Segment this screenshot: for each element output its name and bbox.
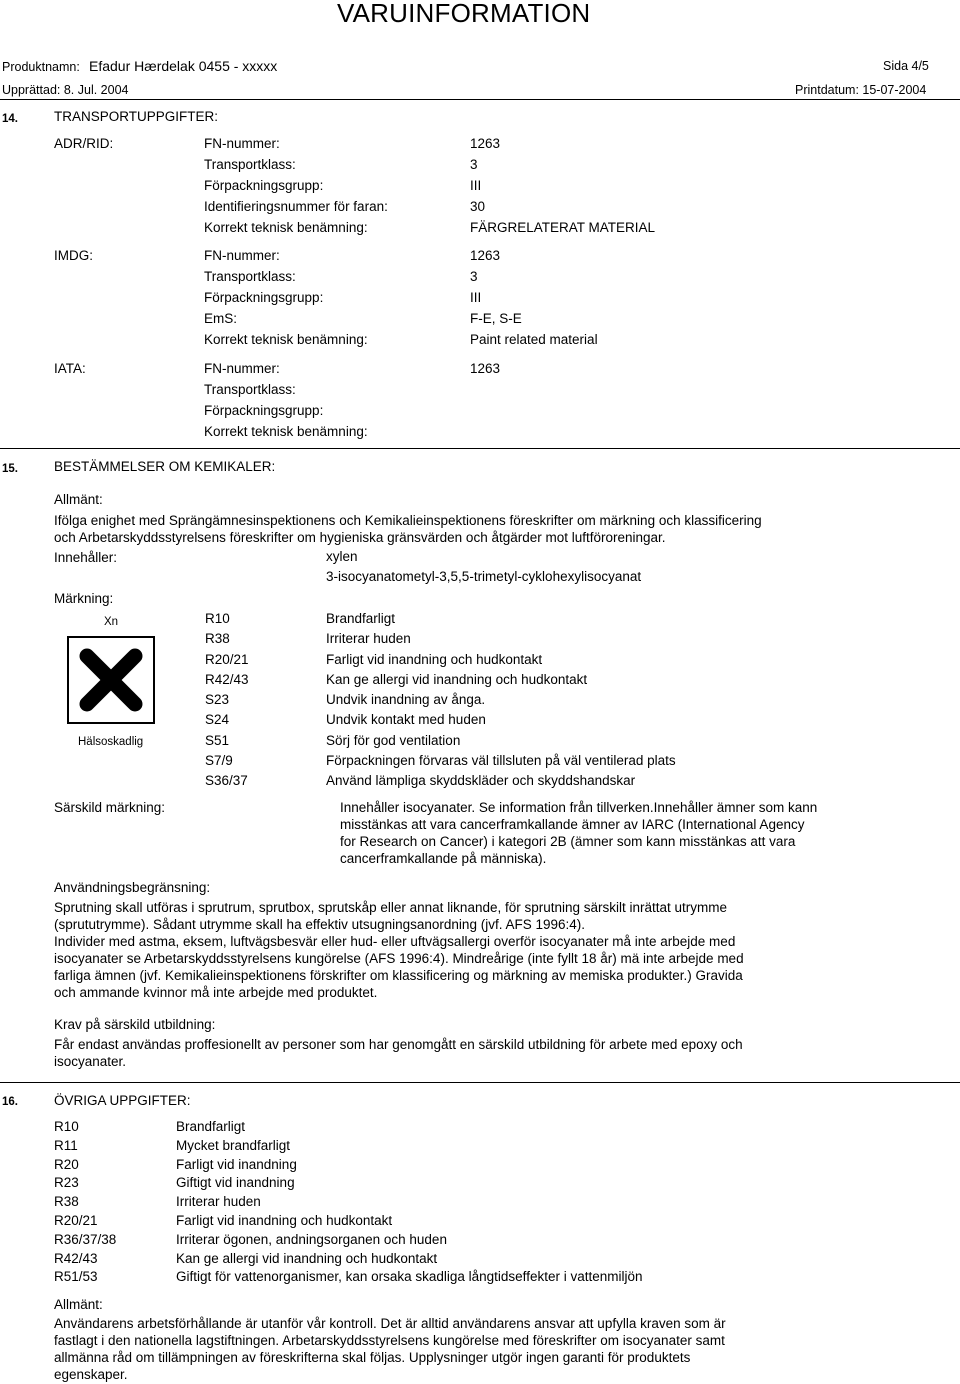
phrase-codes — [205, 609, 249, 792]
product-name: Efadur Hærdelak 0455 - xxxxx — [89, 58, 278, 74]
paragraph-line: misstänkas att vara cancerframkallande ämner av IARC (International Agency — [340, 817, 805, 832]
ingredient: xylen — [326, 549, 358, 564]
hazard-caption: Hälsoskadlig — [78, 736, 144, 748]
special-label: Särskild märkning: — [54, 800, 166, 815]
risk-text: Giftigt vid inandning — [176, 1175, 295, 1191]
paragraph-line: Användarens arbetsförhållande är utanför vår kontroll. Det är alltid användarens ansvar att upfylla kraven som är — [54, 1316, 726, 1331]
risk-text: Farligt vid inandning — [176, 1156, 297, 1172]
iata-field: Förpackningsgrupp: — [204, 403, 324, 418]
paragraph-line: Sprutning skall utföras i sprutrum, sprutbox, sprutskåp eller annat liknande, för sprutning särskilt inrättat utrymme — [54, 900, 728, 915]
paragraph-line: isocyanater se Arbetarskyddsstyrelsens kungörelse (AFS 1996:4). Mindreårige (inte fyllt 18 år) mä inte arbejde med — [54, 951, 744, 966]
training-paragraph — [54, 1036, 743, 1070]
paragraph-line: fastlagt i den nationella lagstiftningen. Arbetarskyddsstyrelsens kungörelse med föreskrifter om isocyanater samt — [54, 1333, 725, 1348]
phrase-text: Undvik inandning av ånga. — [326, 692, 486, 708]
ingredient: 3-isocyanatometyl-3,5,5-trimetyl-cyklohexylisocyanat — [326, 569, 642, 585]
contains-list — [326, 547, 641, 588]
paragraph-line: Individer med astma, eksem, luftvägsbesvär eller hud- eller uftvägsallergi overför isocyanater må inte arbejde med — [54, 934, 736, 949]
paragraph-line: och Arbetarskyddsstyrelsens föreskrifter om hygieniska gränsvärden och åtgärder mot luftföroreningar. — [54, 530, 666, 545]
imdg-field: FN-nummer: — [204, 248, 280, 263]
paragraph-line: och ammande kvinnor må inte arbejde med produktet. — [54, 985, 378, 1000]
other-texts — [176, 1118, 643, 1287]
imdg-value: 1263 — [470, 248, 501, 263]
imdg-fields — [204, 245, 368, 350]
risk-code: R51/53 — [54, 1269, 98, 1285]
imdg-field: Korrekt teknisk benämning: — [204, 332, 368, 347]
phrase-code: S51 — [205, 732, 230, 748]
phrase-code: R20/21 — [205, 651, 249, 667]
paragraph-line: farliga ämnen (jvf. Kemikalieinspektionens förskrifter om klassificering og märkning av memiska produkter.) Gravida — [54, 968, 743, 983]
section-16-title: ÖVRIGA UPPGIFTER: — [54, 1093, 191, 1108]
hazard-code: Xn — [104, 616, 119, 628]
adr-field: Transportklass: — [204, 157, 296, 172]
adr-label: ADR/RID: — [54, 136, 114, 151]
marking-label: Märkning: — [54, 591, 114, 606]
risk-code: R11 — [54, 1137, 78, 1153]
section-15-number: 15. — [2, 463, 18, 475]
phrase-text: Sörj för god ventilation — [326, 732, 461, 748]
phrase-text: Använd lämpliga skyddskläder och skyddshandskar — [326, 773, 636, 789]
risk-text: Farligt vid inandning och hudkontakt — [176, 1212, 393, 1228]
risk-text: Brandfarligt — [176, 1119, 246, 1134]
adr-field: Förpackningsgrupp: — [204, 178, 324, 193]
phrase-texts — [326, 609, 676, 792]
imdg-value: F-E, S-E — [470, 311, 522, 326]
other-codes — [54, 1118, 116, 1287]
iata-field: Korrekt teknisk benämning: — [204, 424, 368, 439]
page-number: Sida 4/5 — [883, 59, 929, 73]
general-label: Allmänt: — [54, 492, 103, 507]
hazard-symbol-icon — [67, 636, 155, 724]
paragraph-line: for Research on Cancer) i kategori 2B (ämner som kann misstänkas att vara — [340, 834, 796, 849]
paragraph-line: allmänna råd om tillämpningen av föreskrifterna skal följas. Upplysninger utgör ingen garanti för produktets — [54, 1350, 691, 1365]
imdg-field: EmS: — [204, 311, 238, 326]
imdg-value: 3 — [470, 269, 478, 284]
risk-code: R20 — [54, 1156, 79, 1172]
phrase-code: S24 — [205, 712, 230, 728]
risk-text: Mycket brandfarligt — [176, 1137, 291, 1153]
other-general-paragraph — [54, 1315, 726, 1383]
imdg-label: IMDG: — [54, 248, 93, 263]
imdg-field: Transportklass: — [204, 269, 296, 284]
product-label: Produktnamn: — [2, 60, 80, 74]
document-title: VARUINFORMATION — [337, 0, 591, 28]
adr-value: FÄRGRELATERAT MATERIAL — [470, 220, 656, 235]
phrase-code: S7/9 — [205, 753, 233, 769]
usage-paragraph — [54, 899, 744, 1001]
general-paragraph — [54, 512, 762, 546]
phrase-code: R42/43 — [205, 671, 249, 687]
created-date: Upprättad: 8. Jul. 2004 — [2, 83, 129, 97]
paragraph-line: Ifölga enighet med Sprängämnesinspektionens och Kemikalieinspektionens föreskrifter om märkning och klassificering — [54, 513, 762, 528]
risk-code: R10 — [54, 1119, 79, 1134]
iata-value: 1263 — [470, 361, 501, 376]
section-divider — [0, 448, 960, 449]
risk-code: R36/37/38 — [54, 1231, 117, 1247]
special-paragraph — [340, 799, 817, 867]
adr-field: FN-nummer: — [204, 136, 280, 151]
other-general-label: Allmänt: — [54, 1297, 103, 1312]
imdg-field: Förpackningsgrupp: — [204, 290, 324, 305]
risk-text: Kan ge allergi vid inandning och hudkontakt — [176, 1250, 438, 1266]
adr-value: 1263 — [470, 136, 501, 151]
phrase-text: Kan ge allergi vid inandning och hudkontakt — [326, 671, 588, 687]
section-divider — [0, 1082, 960, 1083]
section-14-number: 14. — [2, 113, 18, 125]
risk-code: R23 — [54, 1175, 79, 1191]
risk-text: Irriterar huden — [176, 1194, 261, 1210]
adr-value: 30 — [470, 199, 486, 214]
phrase-code: R38 — [205, 631, 230, 647]
printed-date: Printdatum: 15-07-2004 — [795, 83, 927, 97]
phrase-text: Undvik kontakt med huden — [326, 712, 486, 728]
section-16-number: 16. — [2, 1096, 18, 1108]
header-divider — [0, 99, 960, 100]
section-15-title: BESTÄMMELSER OM KEMIKALER: — [54, 459, 276, 474]
imdg-value: III — [470, 290, 482, 305]
section-14-title: TRANSPORTUPPGIFTER: — [54, 109, 219, 124]
phrase-code: R10 — [205, 611, 230, 626]
adr-value: III — [470, 178, 482, 193]
iata-fields — [204, 358, 368, 442]
risk-code: R20/21 — [54, 1212, 98, 1228]
phrase-code: S23 — [205, 692, 230, 708]
iata-values — [470, 358, 500, 379]
phrase-text: Förpackningen förvaras väl tillsluten på väl ventilerad plats — [326, 753, 676, 769]
phrase-code: S36/37 — [205, 773, 248, 789]
contains-label: Innehåller: — [54, 550, 118, 565]
imdg-value: Paint related material — [470, 332, 598, 347]
risk-text: Giftigt för vattenorganismer, kan orsaka skadliga långtidseffekter i vattenmiljön — [176, 1269, 643, 1285]
training-label: Krav på särskild utbildning: — [54, 1017, 216, 1032]
risk-code: R38 — [54, 1194, 79, 1210]
adr-fields — [204, 133, 388, 238]
phrase-text: Brandfarligt — [326, 611, 396, 626]
iata-label: IATA: — [54, 361, 86, 376]
risk-code: R42/43 — [54, 1250, 98, 1266]
adr-field: Identifieringsnummer för faran: — [204, 199, 388, 214]
iata-field: Transportklass: — [204, 382, 296, 397]
iata-field: FN-nummer: — [204, 361, 280, 376]
adr-values — [470, 133, 655, 238]
imdg-values — [470, 245, 598, 350]
phrase-text: Irriterar huden — [326, 631, 411, 647]
adr-value: 3 — [470, 157, 478, 172]
paragraph-line: Får endast användas proffesionellt av personer som har genomgått en särskild utbildning för arbete med epoxy och — [54, 1037, 743, 1052]
paragraph-line: egenskaper. — [54, 1367, 128, 1382]
paragraph-line: Innehåller isocyanater. Se information från tillverken.Innehåller ämner som kann — [340, 800, 818, 815]
risk-text: Irriterar ögonen, andningsorganen och huden — [176, 1231, 447, 1247]
paragraph-line: isocyanater. — [54, 1054, 127, 1069]
adr-field: Korrekt teknisk benämning: — [204, 220, 368, 235]
paragraph-line: cancerframkallande på människa). — [340, 851, 547, 866]
paragraph-line: (sprututrymme). Sådant utrymme skall ha effektiv utsugningsanordning (jvf. AFS 1996:4). — [54, 917, 585, 932]
phrase-text: Farligt vid inandning och hudkontakt — [326, 651, 543, 667]
usage-label: Användningsbegränsning: — [54, 880, 211, 895]
